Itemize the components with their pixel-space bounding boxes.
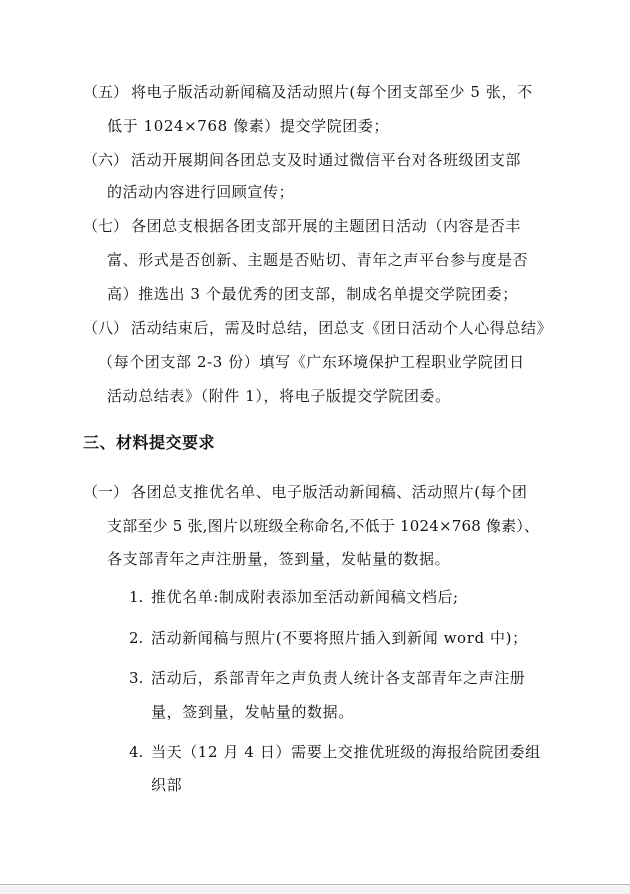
page-bottom-bar bbox=[0, 885, 630, 894]
sub-item-1-number: 1. bbox=[129, 588, 144, 606]
sub-item-4-line-1: 当天（12 月 4 日）需要上交推优班级的海报给院团委组 bbox=[151, 743, 541, 761]
item-eight-line-1: 活动结束后，需及时总结，团总支《团日活动个人心得总结》 bbox=[131, 319, 553, 337]
item-five-line-2: 低于 1024×768 像素）提交学院团委； bbox=[107, 117, 390, 135]
item-seven-line-2: 富、形式是否创新、主题是否贴切、青年之声平台参与度是否 bbox=[107, 251, 529, 269]
sub-item-4-line-2: 织部 bbox=[151, 776, 183, 794]
sub-item-1-line-1: 推优名单:制成附表添加至活动新闻稿文档后; bbox=[151, 588, 459, 606]
item-five-line-1: 将电子版活动新闻稿及活动照片(每个团支部至少 5 张，不 bbox=[131, 83, 533, 101]
item-eight-marker: （八） bbox=[83, 319, 129, 337]
sub-item-4-number: 4. bbox=[129, 743, 144, 761]
item-eight-line-3: 活动总结表》（附件 1），将电子版提交学院团委。 bbox=[107, 387, 451, 405]
section-three-item-one-line-3: 各支部青年之声注册量，签到量，发帖量的数据。 bbox=[107, 550, 451, 568]
item-five-marker: （五） bbox=[83, 83, 129, 101]
item-six-line-1: 活动开展期间各团总支及时通过微信平台对各班级团支部 bbox=[131, 151, 522, 169]
sub-item-2-line-1: 活动新闻稿与照片(不要将照片插入到新闻 word 中)； bbox=[151, 629, 528, 647]
item-seven-line-3: 高）推选出 3 个最优秀的团支部，制成名单提交学院团委； bbox=[107, 285, 518, 303]
sub-item-3-number: 3. bbox=[129, 669, 144, 687]
item-eight-line-2: （每个团支部 2-3 份）填写《广东环境保护工程职业学院团日 bbox=[98, 353, 525, 371]
section-three-item-one-line-1: 各团总支推优名单、电子版活动新闻稿、活动照片(每个团 bbox=[131, 483, 528, 501]
section-three-item-one-marker: （一） bbox=[83, 483, 129, 501]
item-six-line-2: 的活动内容进行回顾宣传； bbox=[107, 183, 295, 201]
item-six-marker: （六） bbox=[83, 151, 129, 169]
section-three-item-one-line-2: 支部至少 5 张,图片以班级全称命名,不低于 1024×768 像素）、 bbox=[107, 517, 540, 535]
section-three-heading: 三、材料提交要求 bbox=[83, 433, 216, 452]
sub-item-3-line-1: 活动后，系部青年之声负责人统计各支部青年之声注册 bbox=[151, 669, 526, 687]
sub-item-2-number: 2. bbox=[129, 629, 144, 647]
item-seven-line-1: 各团总支根据各团支部开展的主题团日活动（内容是否丰 bbox=[131, 217, 522, 235]
item-seven-marker: （七） bbox=[83, 217, 129, 235]
sub-item-3-line-2: 量，签到量，发帖量的数据。 bbox=[151, 703, 354, 721]
